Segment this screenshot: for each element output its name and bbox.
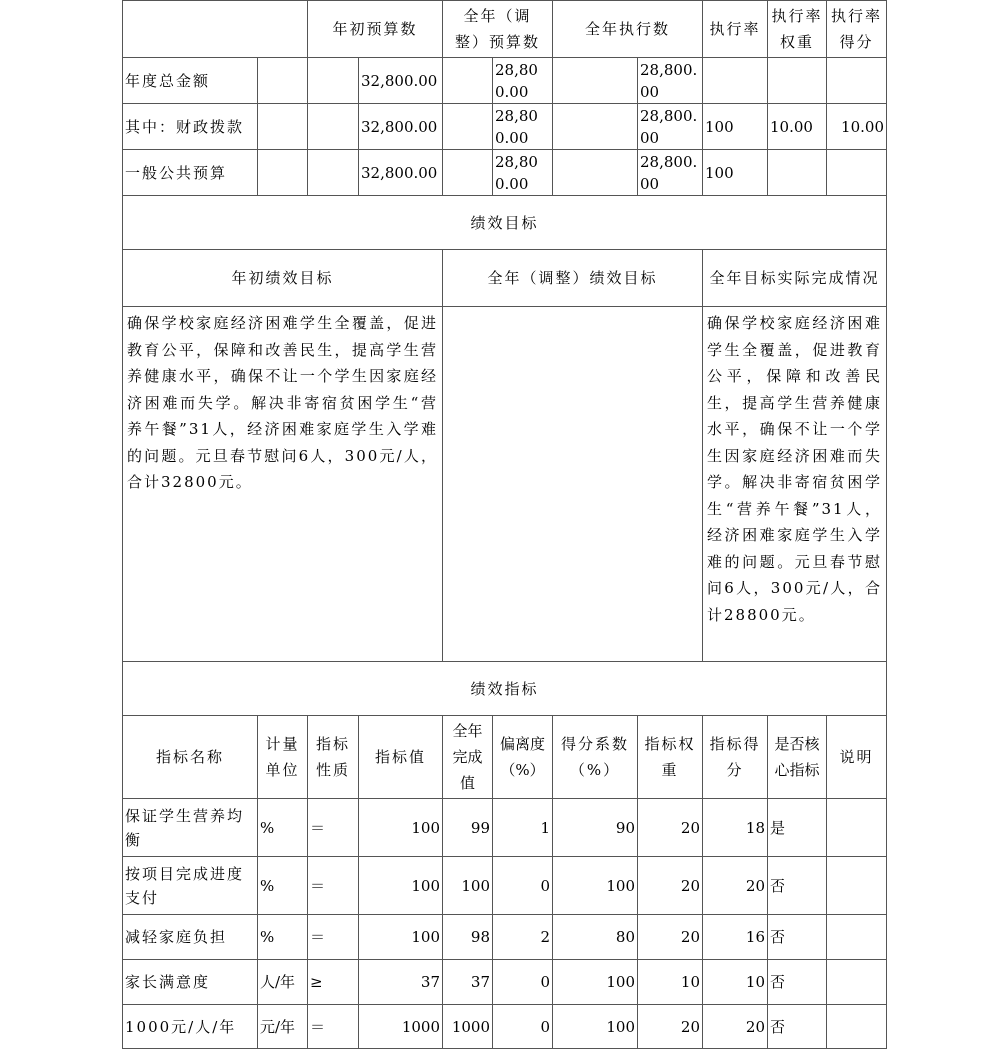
indicator-coef: 90 xyxy=(552,798,638,857)
indicator-weight: 10 xyxy=(637,959,703,1005)
indicator-score: 18 xyxy=(702,798,768,857)
indicator-target: 100 xyxy=(358,856,443,915)
empty-cell xyxy=(307,57,359,104)
indicator-core: 是 xyxy=(767,798,827,857)
executed-value: 28,800.00 xyxy=(637,57,703,104)
header-adjusted-goal: 全年（调整）绩效目标 xyxy=(442,249,703,307)
empty-cell xyxy=(442,149,493,196)
col-header-coef: 得分系数（%） xyxy=(552,715,638,799)
col-header-core: 是否核心指标 xyxy=(767,715,827,799)
adjusted-goal-text xyxy=(442,306,703,662)
header-adjusted-budget: 全年（调整）预算数 xyxy=(442,0,553,58)
indicator-nature: ＝ xyxy=(307,914,359,960)
indicator-name: 按项目完成进度支付 xyxy=(122,856,258,915)
col-header-score: 指标得分 xyxy=(702,715,768,799)
indicator-deviation: 0 xyxy=(492,1004,553,1049)
indicator-unit: 元/年 xyxy=(257,1004,308,1049)
goals-section-title: 绩效目标 xyxy=(122,195,887,250)
header-actual-goal: 全年目标实际完成情况 xyxy=(702,249,887,307)
indicator-unit: 人/年 xyxy=(257,959,308,1005)
executed-value: 28,800.00 xyxy=(637,149,703,196)
indicator-core: 否 xyxy=(767,959,827,1005)
indicator-note xyxy=(826,914,887,960)
score-value xyxy=(826,57,887,104)
score-value xyxy=(826,149,887,196)
indicator-deviation: 1 xyxy=(492,798,553,857)
initial-value: 32,800.00 xyxy=(358,103,443,150)
initial-goal-text: 确保学校家庭经济困难学生全覆盖，促进教育公平，保障和改善民生，提高学生营养健康水平，确保不让一个学生因家庭经济困难而失学。解决非寄宿贫困学生“营养午餐”31人，经济困难家庭学生入学难的问题。元旦春节慰问6人，300元/人，合计32800元。 xyxy=(122,306,443,662)
indicator-unit: % xyxy=(257,856,308,915)
indicator-core: 否 xyxy=(767,856,827,915)
empty-cell xyxy=(257,57,308,104)
indicator-deviation: 2 xyxy=(492,914,553,960)
indicator-nature: ＝ xyxy=(307,1004,359,1049)
indicator-name: 家长满意度 xyxy=(122,959,258,1005)
indicator-core: 否 xyxy=(767,1004,827,1049)
col-header-unit: 计量单位 xyxy=(257,715,308,799)
header-initial-budget: 年初预算数 xyxy=(307,0,443,58)
indicators-section-title: 绩效指标 xyxy=(122,661,887,716)
rate-value: 100 xyxy=(702,103,768,150)
col-header-name: 指标名称 xyxy=(122,715,258,799)
executed-value: 28,800.00 xyxy=(637,103,703,150)
empty-cell xyxy=(307,149,359,196)
indicator-weight: 20 xyxy=(637,798,703,857)
empty-cell xyxy=(552,149,638,196)
indicator-note xyxy=(826,798,887,857)
indicator-unit: % xyxy=(257,798,308,857)
indicator-nature: ≥ xyxy=(307,959,359,1005)
empty-cell xyxy=(257,103,308,150)
indicator-target: 1000 xyxy=(358,1004,443,1049)
adjusted-value: 28,800.00 xyxy=(492,103,553,150)
indicator-unit: % xyxy=(257,914,308,960)
empty-cell xyxy=(307,103,359,150)
indicator-target: 37 xyxy=(358,959,443,1005)
header-initial-goal: 年初绩效目标 xyxy=(122,249,443,307)
col-header-note: 说明 xyxy=(826,715,887,799)
indicator-name: 1000元/人/年 xyxy=(122,1004,258,1049)
indicator-deviation: 0 xyxy=(492,959,553,1005)
initial-value: 32,800.00 xyxy=(358,149,443,196)
indicator-coef: 100 xyxy=(552,856,638,915)
indicator-name: 减轻家庭负担 xyxy=(122,914,258,960)
indicator-nature: ＝ xyxy=(307,856,359,915)
col-header-weight: 指标权重 xyxy=(637,715,703,799)
empty-cell xyxy=(552,103,638,150)
indicator-weight: 20 xyxy=(637,914,703,960)
indicator-note xyxy=(826,1004,887,1049)
indicator-deviation: 0 xyxy=(492,856,553,915)
indicator-score: 10 xyxy=(702,959,768,1005)
weight-value: 10.00 xyxy=(767,103,827,150)
indicator-score: 20 xyxy=(702,856,768,915)
indicator-score: 16 xyxy=(702,914,768,960)
row-label: 其中：财政拨款 xyxy=(122,103,258,150)
col-header-nature: 指标性质 xyxy=(307,715,359,799)
col-header-actual: 全年完成值 xyxy=(442,715,493,799)
empty-cell xyxy=(257,149,308,196)
indicator-coef: 100 xyxy=(552,959,638,1005)
row-label: 年度总金额 xyxy=(122,57,258,104)
score-value: 10.00 xyxy=(826,103,887,150)
adjusted-value: 28,800.00 xyxy=(492,57,553,104)
indicator-actual: 98 xyxy=(442,914,493,960)
header-rate-weight: 执行率权重 xyxy=(767,0,827,58)
header-rate: 执行率 xyxy=(702,0,768,58)
indicator-weight: 20 xyxy=(637,856,703,915)
empty-cell xyxy=(552,57,638,104)
indicator-core: 否 xyxy=(767,914,827,960)
rate-value xyxy=(702,57,768,104)
indicator-coef: 100 xyxy=(552,1004,638,1049)
adjusted-value: 28,800.00 xyxy=(492,149,553,196)
indicator-actual: 100 xyxy=(442,856,493,915)
indicator-note xyxy=(826,856,887,915)
header-executed: 全年执行数 xyxy=(552,0,703,58)
initial-value: 32,800.00 xyxy=(358,57,443,104)
empty-cell xyxy=(442,57,493,104)
empty-cell xyxy=(442,103,493,150)
indicator-actual: 1000 xyxy=(442,1004,493,1049)
col-header-target: 指标值 xyxy=(358,715,443,799)
indicator-name: 保证学生营养均衡 xyxy=(122,798,258,857)
rate-value: 100 xyxy=(702,149,768,196)
budget-header-blank xyxy=(122,0,308,58)
weight-value xyxy=(767,149,827,196)
weight-value xyxy=(767,57,827,104)
indicator-coef: 80 xyxy=(552,914,638,960)
indicator-actual: 99 xyxy=(442,798,493,857)
indicator-nature: ＝ xyxy=(307,798,359,857)
indicator-note xyxy=(826,959,887,1005)
indicator-target: 100 xyxy=(358,914,443,960)
col-header-deviation: 偏离度（%） xyxy=(492,715,553,799)
header-rate-score: 执行率得分 xyxy=(826,0,887,58)
indicator-actual: 37 xyxy=(442,959,493,1005)
indicator-score: 20 xyxy=(702,1004,768,1049)
indicator-weight: 20 xyxy=(637,1004,703,1049)
row-label: 一般公共预算 xyxy=(122,149,258,196)
indicator-target: 100 xyxy=(358,798,443,857)
actual-goal-text: 确保学校家庭经济困难学生全覆盖，促进教育公平，保障和改善民生，提高学生营养健康水平，确保不让一个学生因家庭经济困难而失学。解决非寄宿贫困学生“营养午餐”31人，经济困难家庭学生入学难的问题。元旦春节慰问6人，300元/人，合计28800元。 xyxy=(702,306,887,662)
